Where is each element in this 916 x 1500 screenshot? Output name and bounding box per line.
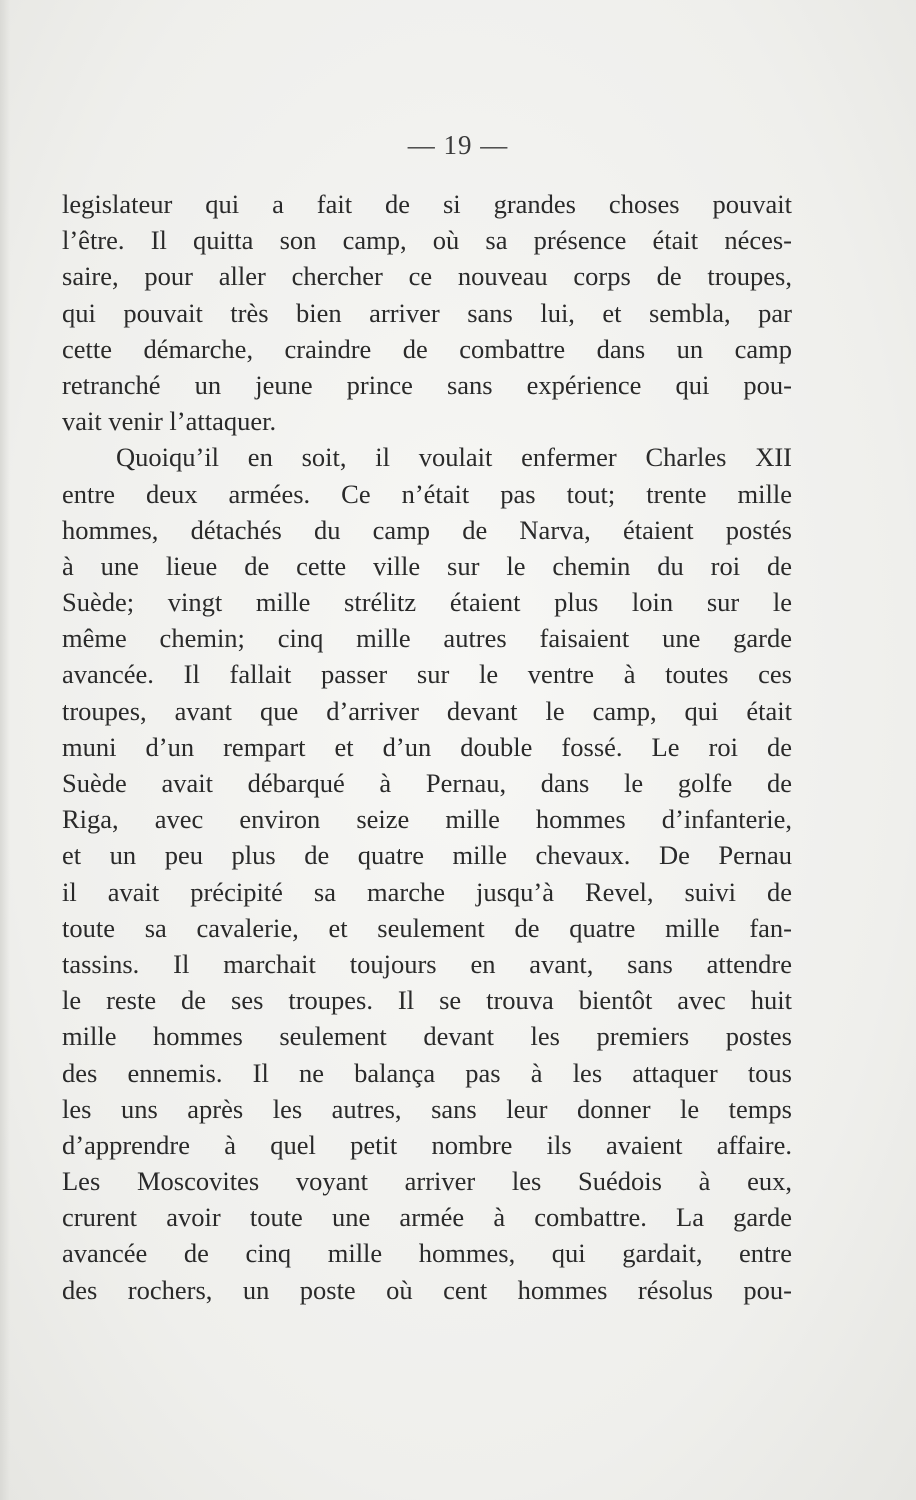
text-line: saire, pour aller chercher ce nouveau corps de troupes, — [62, 261, 792, 292]
text-line: avancée. Il fallait passer sur le ventre à toutes ces — [62, 659, 792, 690]
text-line: Quoiqu’il en soit, il voulait enfermer Charles XII — [116, 442, 792, 473]
text-line: Suède avait débarqué à Pernau, dans le golfe de — [62, 768, 792, 798]
text-line: il avait précipité sa marche jusqu’à Revel, suivi de — [62, 876, 792, 907]
text-line: et un peu plus de quatre mille chevaux. De Pernau — [62, 840, 792, 871]
text-line: hommes, détachés du camp de Narva, étaient postés — [62, 514, 792, 545]
text-line: vait venir l’attaquer. — [62, 406, 277, 437]
text-line: toute sa cavalerie, et seulement de quatre mille fan- — [62, 912, 792, 943]
text-line: l’être. Il quitta son camp, où sa présence était néces- — [62, 225, 792, 256]
page-edge-shadow — [0, 0, 10, 1500]
text-line: tassins. Il marchait toujours en avant, sans attendre — [62, 948, 792, 979]
text-line: muni d’un rempart et d’un double fossé. Le roi de — [62, 731, 792, 762]
text-line: entre deux armées. Ce n’était pas tout; trente mille — [62, 478, 792, 509]
text-line: même chemin; cinq mille autres faisaient une garde — [62, 623, 792, 654]
text-line: legislateur qui a fait de si grandes choses pouvait — [62, 189, 792, 219]
text-line: Les Moscovites voyant arriver les Suédois à eux, — [62, 1166, 792, 1197]
text-line: Riga, avec environ seize mille hommes d’infanterie, — [62, 804, 792, 835]
text-line: les uns après les autres, sans leur donner le temps — [62, 1093, 792, 1124]
body-text — [62, 186, 792, 1308]
text-line: Suède; vingt mille strélitz étaient plus loin sur le — [62, 587, 792, 618]
text-line: troupes, avant que d’arriver devant le camp, qui était — [62, 695, 792, 726]
text-line: d’apprendre à quel petit nombre ils avaient affaire. — [62, 1129, 792, 1160]
page-number: — 19 — — [407, 130, 509, 160]
text-line: cette démarche, craindre de combattre dans un camp — [62, 333, 792, 364]
text-line: des ennemis. Il ne balança pas à les attaquer tous — [62, 1057, 792, 1088]
text-line: qui pouvait très bien arriver sans lui, et sembla, par — [62, 297, 792, 328]
text-line: des rochers, un poste où cent hommes résolus pou- — [62, 1274, 792, 1305]
text-line: avancée de cinq mille hommes, qui gardait, entre — [62, 1238, 792, 1269]
text-line: le reste de ses troupes. Il se trouva bientôt avec huit — [62, 985, 792, 1016]
text-line: à une lieue de cette ville sur le chemin du roi de — [62, 550, 792, 581]
text-line: mille hommes seulement devant les premiers postes — [62, 1021, 792, 1052]
text-line: crurent avoir toute une armée à combattre. La garde — [62, 1202, 792, 1233]
text-line: retranché un jeune prince sans expérience qui pou- — [62, 369, 792, 400]
